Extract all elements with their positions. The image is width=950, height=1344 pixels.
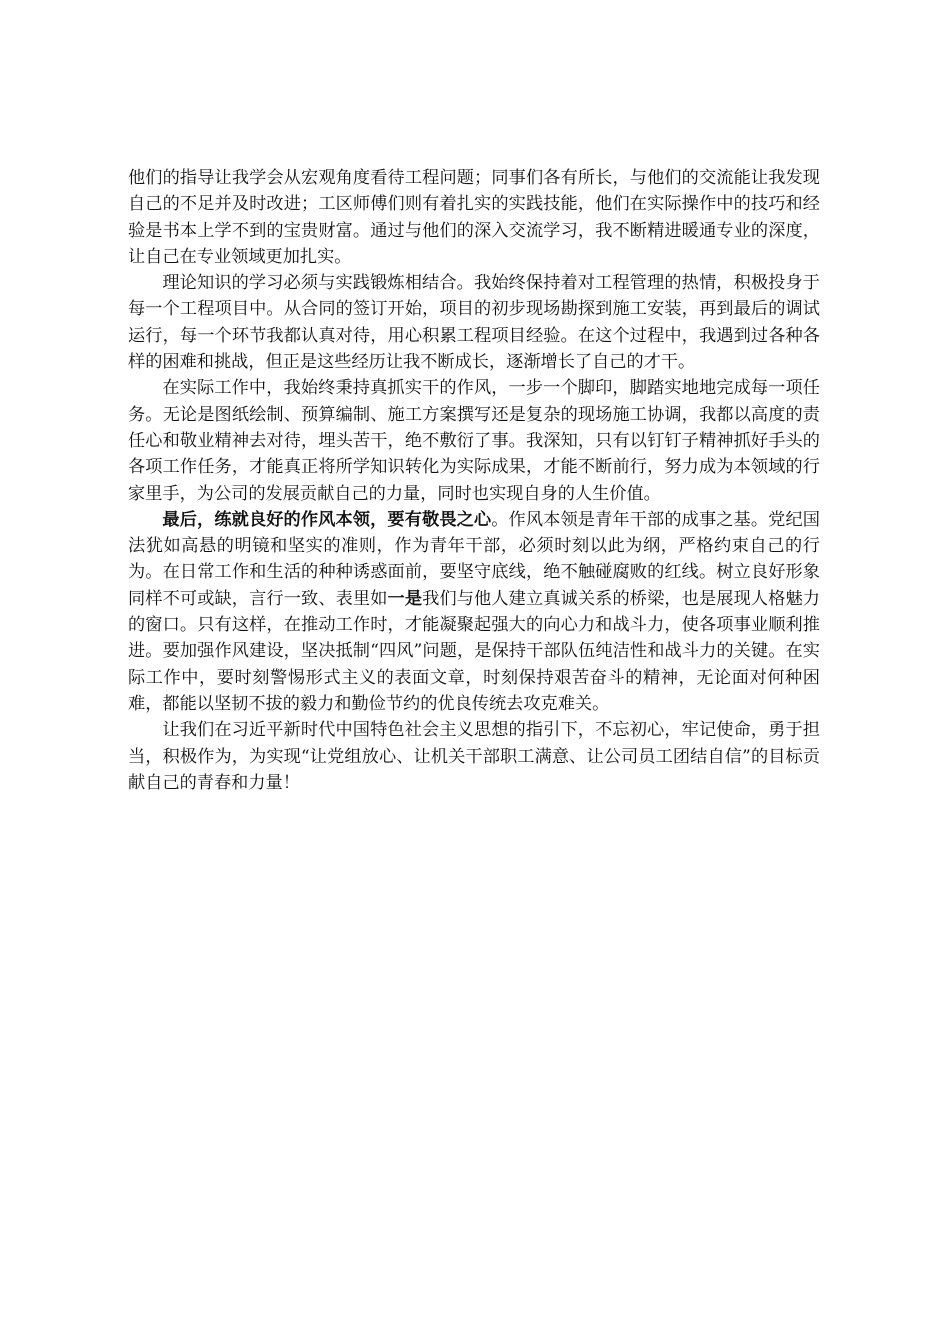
paragraph-4-text-b: 我们与他人建立真诚关系的桥梁，也是展现人格魅力的窗口。只有这样，在推动工作时，才能凝聚起强大的向心力和战斗力，使各项事业顺利推进。要加强作风建设，坚决抵制“四风”问题，是保持干部队伍纯洁性和战斗力的关键。在实际工作中，要时刻警惕形式主义的表面文章，时刻保持艰苦奋斗的精神，无论面对何种困难，都能以坚韧不拔的毅力和勤俭节约的优良传统去攻克难关。 xyxy=(128,588,820,714)
paragraph-5: 让我们在习近平新时代中国特色社会主义思想的指引下，不忘初心，牢记使命，勇于担当，积极作为，为实现“让党组放心、让机关干部职工满意、让公司员工团结自信”的目标贡献自己的青春和力量！ xyxy=(128,720,820,793)
paragraph-2: 理论知识的学习必须与实践锻炼相结合。我始终保持着对工程管理的热情，积极投身于每一个工程项目中。从合同的签订开始，项目的初步现场勘探到施工安装，再到最后的调试运行，每一个环节我都认真对待，用心积累工程项目经验。在这个过程中，我遇到过各种各样的困难和挑战，但正是这些经历让我不断成长，逐渐增长了自己的才干。 xyxy=(128,273,820,373)
paragraph-4 xyxy=(128,507,820,717)
document-body xyxy=(128,165,820,796)
paragraph-3: 在实际工作中，我始终秉持真抓实干的作风，一步一个脚印，脚踏实地地完成每一项任务。无论是图纸绘制、预算编制、施工方案撰写还是复杂的现场施工协调，我都以高度的责任心和敬业精神去对待，埋头苦干，绝不敷衍了事。我深知，只有以钉钉子精神抓好手头的各项工作任务，才能真正将所学知识转化为实际成果，才能不断前行，努力成为本领域的行家里手，为公司的发展贡献自己的力量，同时也实现自身的人生价值。 xyxy=(128,378,820,504)
paragraph-1: 他们的指导让我学会从宏观角度看待工程问题；同事们各有所长，与他们的交流能让我发现自己的不足并及时改进；工区师傅们则有着扎实的实践技能，他们在实际操作中的技巧和经验是书本上学不到的宝贵财富。通过与他们的深入交流学习，我不断精进暖通专业的深度，让自己在专业领域更加扎实。 xyxy=(128,168,820,267)
paragraph-4-bold-lead: 最后，练就良好的作风本领，要有敬畏之心 xyxy=(162,509,492,530)
paragraph-4-bold-mid: 一是 xyxy=(387,588,423,609)
paragraph-4-text-a: 。作风本领是青年干部的成事之基。党纪国法犹如高悬的明镜和坚实的准则，作为青年干部，必须时刻以此为纲，严格约束自己的行为。在日常工作和生活的种种诱惑面前，要坚守底线，绝不触碰腐败的红线。树立良好形象同样不可或缺，言行一致、表里如 xyxy=(128,509,820,609)
